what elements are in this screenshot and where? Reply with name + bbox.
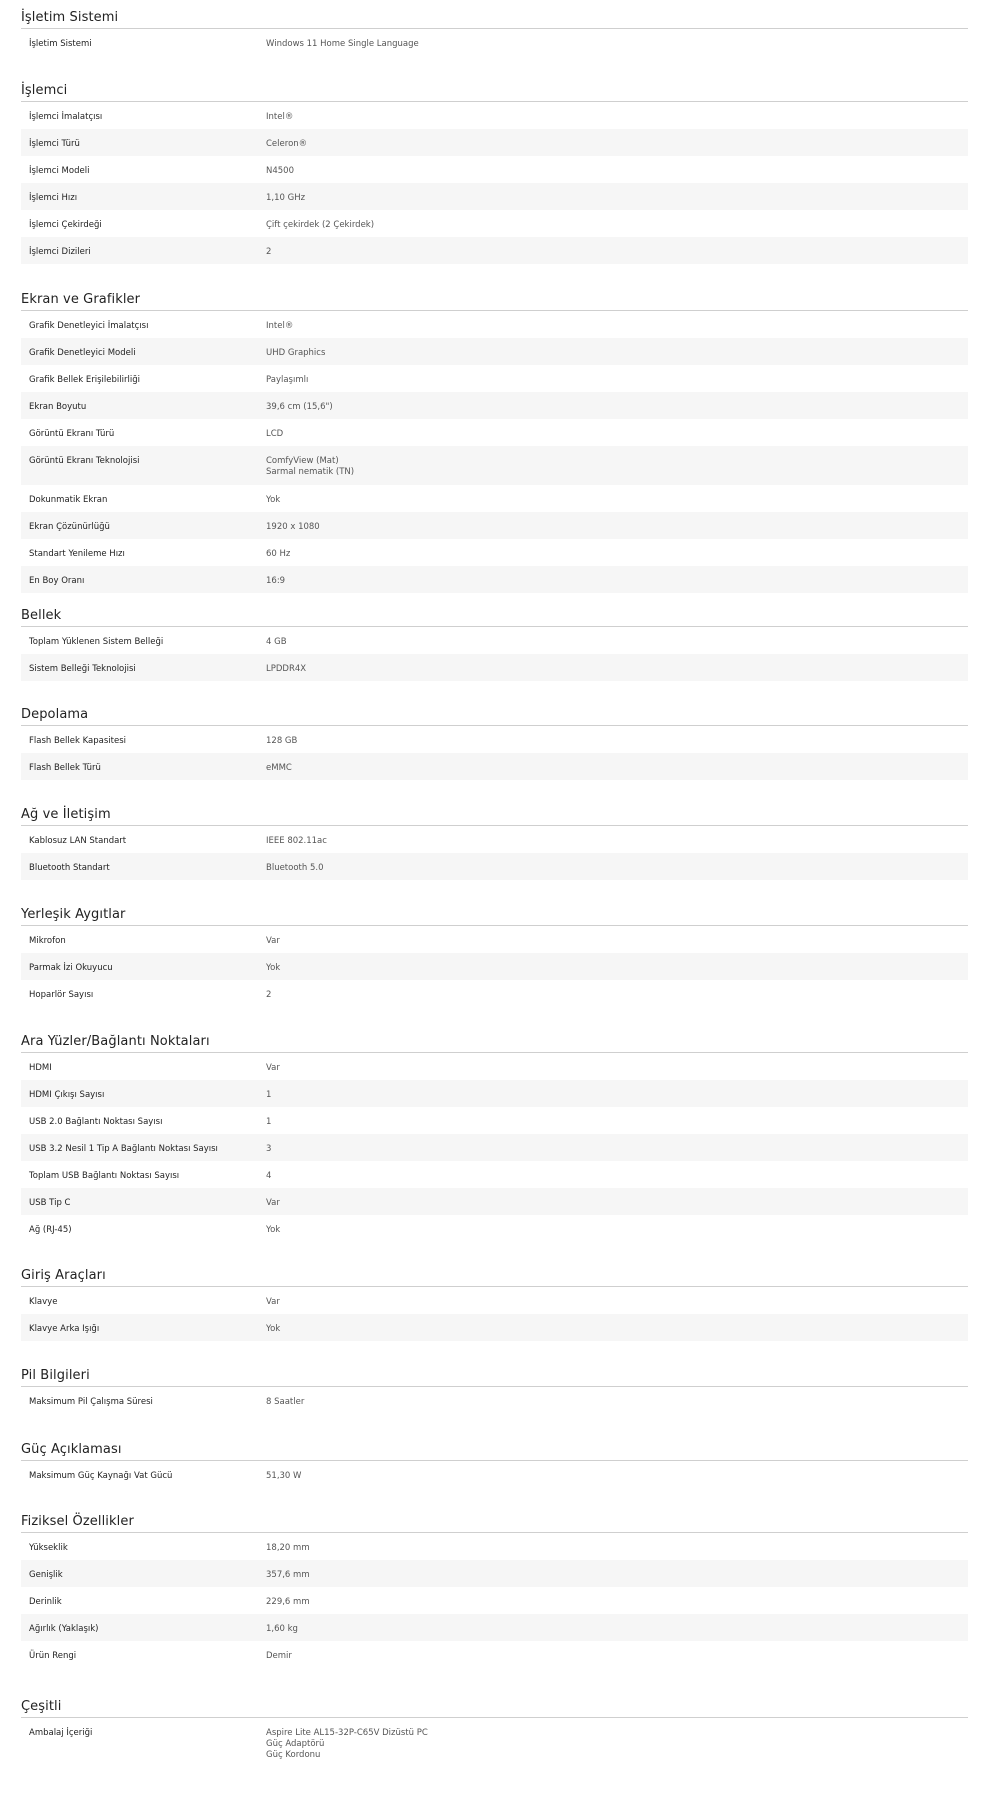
section-title: İşletim Sistemi [21, 8, 968, 29]
section-title: Ara Yüzler/Bağlantı Noktaları [21, 1032, 968, 1053]
spec-row [21, 512, 968, 539]
spec-value: 3 [266, 1144, 272, 1154]
spec-row [21, 1387, 968, 1414]
spec-value: LPDDR4X [266, 664, 307, 674]
spec-value: Var [266, 1063, 280, 1073]
section-fiziksel-ozellikler [21, 1512, 968, 1668]
spec-label: Genişlik [29, 1570, 63, 1580]
spec-row [21, 446, 968, 485]
spec-label: Grafik Denetleyici Modeli [29, 348, 136, 358]
spec-value: 1 [266, 1090, 272, 1100]
spec-label: Flash Bellek Türü [29, 763, 101, 773]
spec-label: USB 2.0 Bağlantı Noktası Sayısı [29, 1117, 163, 1127]
section-title: Giriş Araçları [21, 1266, 968, 1287]
spec-value: 8 Saatler [266, 1397, 305, 1407]
spec-value: 4 GB [266, 637, 287, 647]
spec-value: Var [266, 1198, 280, 1208]
spec-label: İşlemci Hızı [29, 193, 78, 203]
spec-label: Bluetooth Standart [29, 863, 110, 873]
spec-label: Mikrofon [29, 936, 66, 946]
spec-label: En Boy Oranı [29, 576, 85, 586]
spec-label: İşlemci Türü [29, 139, 80, 149]
section-giris-araclari [21, 1266, 968, 1341]
spec-label: Ekran Boyutu [29, 402, 87, 412]
section-depolama [21, 705, 968, 780]
spec-row [21, 1718, 968, 1768]
spec-row [21, 1287, 968, 1314]
spec-value: Intel® [266, 321, 294, 331]
spec-row [21, 726, 968, 753]
section-bellek [21, 606, 968, 681]
spec-row [21, 627, 968, 654]
spec-label: USB Tip C [29, 1198, 71, 1208]
spec-value: Yok [266, 495, 281, 505]
spec-value: IEEE 802.11ac [266, 836, 327, 846]
spec-value: 1,60 kg [266, 1624, 298, 1634]
section-i-slemci [21, 81, 968, 264]
spec-value: 60 Hz [266, 549, 291, 559]
spec-label: Sistem Belleği Teknolojisi [29, 664, 136, 674]
spec-label: Kablosuz LAN Standart [29, 836, 127, 846]
spec-label: Hoparlör Sayısı [29, 990, 94, 1000]
spec-row [21, 102, 968, 129]
spec-value: Demir [266, 1651, 292, 1661]
spec-label: Grafik Bellek Erişilebilirliği [29, 375, 140, 385]
spec-value: Var [266, 936, 280, 946]
spec-value: Intel® [266, 112, 294, 122]
spec-row [21, 365, 968, 392]
spec-label: İşlemci Dizileri [29, 247, 91, 257]
section-yerlesik-aygitlar [21, 905, 968, 1007]
spec-row [21, 392, 968, 419]
section-ekran-ve-grafikler [21, 290, 968, 593]
spec-row [21, 210, 968, 237]
spec-label: Ürün Rengi [29, 1651, 77, 1661]
section-i-sletim-sistemi [21, 8, 968, 56]
spec-value: LCD [266, 429, 284, 439]
spec-row [21, 1107, 968, 1134]
spec-row [21, 1641, 968, 1668]
section-guc-aciklamasi [21, 1440, 968, 1488]
spec-value: 128 GB [266, 736, 298, 746]
spec-value: UHD Graphics [266, 348, 326, 358]
spec-label: Ağ (RJ-45) [29, 1225, 72, 1235]
spec-label: Dokunmatik Ekran [29, 495, 108, 505]
spec-value: Windows 11 Home Single Language [266, 39, 419, 49]
spec-row [21, 183, 968, 210]
spec-label: Görüntü Ekranı Teknolojisi [29, 456, 140, 466]
spec-row [21, 1134, 968, 1161]
spec-row [21, 953, 968, 980]
spec-label: Ambalaj İçeriği [29, 1728, 93, 1738]
spec-value: 4 [266, 1171, 272, 1181]
section-ara-yuzler-baglanti-noktalari [21, 1032, 968, 1242]
spec-value: Var [266, 1297, 280, 1307]
section-cesitli [21, 1697, 968, 1768]
spec-label: İşlemci Çekirdeği [29, 220, 102, 230]
spec-row [21, 237, 968, 264]
spec-value: 18,20 mm [266, 1543, 310, 1553]
spec-value: Yok [266, 1324, 281, 1334]
spec-row [21, 338, 968, 365]
spec-label: Ekran Çözünürlüğü [29, 522, 110, 532]
spec-label: HDMI [29, 1063, 52, 1073]
section-pil-bilgileri [21, 1366, 968, 1414]
spec-label: Yükseklik [29, 1543, 68, 1553]
spec-label: Grafik Denetleyici İmalatçısı [29, 321, 149, 331]
spec-row [21, 654, 968, 681]
section-title: Pil Bilgileri [21, 1366, 968, 1387]
spec-row [21, 1188, 968, 1215]
spec-row [21, 419, 968, 446]
spec-row [21, 1560, 968, 1587]
spec-label: Flash Bellek Kapasitesi [29, 736, 126, 746]
section-title: Ağ ve İletişim [21, 805, 968, 826]
spec-row [21, 753, 968, 780]
section-title: Ekran ve Grafikler [21, 290, 968, 311]
spec-value: 39,6 cm (15,6") [266, 402, 333, 412]
spec-row [21, 156, 968, 183]
spec-value: 16:9 [266, 576, 286, 586]
spec-label: İşlemci İmalatçısı [29, 112, 103, 122]
spec-label: Parmak İzi Okuyucu [29, 963, 113, 973]
section-ag-ve-i-letisim [21, 805, 968, 880]
spec-row [21, 1215, 968, 1242]
spec-value: 357,6 mm [266, 1570, 310, 1580]
spec-label: Toplam Yüklenen Sistem Belleği [29, 637, 164, 647]
spec-value: ComfyView (Mat) Sarmal nematik (TN) [266, 456, 355, 477]
spec-label: Standart Yenileme Hızı [29, 549, 125, 559]
spec-label: Görüntü Ekranı Türü [29, 429, 115, 439]
spec-row [21, 539, 968, 566]
section-title: Bellek [21, 606, 968, 627]
spec-value: 51,30 W [266, 1471, 302, 1481]
spec-label: Maksimum Pil Çalışma Süresi [29, 1397, 153, 1407]
spec-value: Yok [266, 1225, 281, 1235]
spec-label: Klavye Arka Işığı [29, 1324, 100, 1334]
spec-row [21, 485, 968, 512]
spec-label: İşlemci Modeli [29, 166, 90, 176]
spec-value: Celeron® [266, 139, 308, 149]
spec-row [21, 29, 968, 56]
spec-row [21, 1053, 968, 1080]
spec-value: 1,10 GHz [266, 193, 306, 203]
spec-value: Çift çekirdek (2 Çekirdek) [266, 220, 375, 230]
spec-value: Yok [266, 963, 281, 973]
spec-value: 1 [266, 1117, 272, 1127]
spec-row [21, 129, 968, 156]
section-title: Çeşitli [21, 1697, 968, 1718]
spec-row [21, 1614, 968, 1641]
spec-label: Derinlik [29, 1597, 62, 1607]
spec-value: Paylaşımlı [266, 375, 309, 385]
spec-row [21, 926, 968, 953]
spec-label: İşletim Sistemi [29, 39, 92, 49]
section-title: Fiziksel Özellikler [21, 1512, 968, 1533]
section-title: Depolama [21, 705, 968, 726]
spec-value: 1920 x 1080 [266, 522, 320, 532]
spec-value: Bluetooth 5.0 [266, 863, 324, 873]
spec-value: 2 [266, 990, 272, 1000]
spec-label: HDMI Çıkışı Sayısı [29, 1090, 105, 1100]
spec-row [21, 1461, 968, 1488]
spec-label: Toplam USB Bağlantı Noktası Sayısı [29, 1171, 180, 1181]
spec-label: Maksimum Güç Kaynağı Vat Gücü [29, 1471, 173, 1481]
spec-row [21, 1314, 968, 1341]
spec-row [21, 826, 968, 853]
spec-row [21, 853, 968, 880]
section-title: Güç Açıklaması [21, 1440, 968, 1461]
spec-row [21, 980, 968, 1007]
spec-value: N4500 [266, 166, 294, 176]
spec-row [21, 1161, 968, 1188]
spec-row [21, 1587, 968, 1614]
section-title: İşlemci [21, 81, 968, 102]
spec-row [21, 566, 968, 593]
spec-label: Klavye [29, 1297, 58, 1307]
spec-value: 229,6 mm [266, 1597, 310, 1607]
spec-row [21, 311, 968, 338]
spec-label: USB 3.2 Nesil 1 Tip A Bağlantı Noktası Sayısı [29, 1144, 218, 1154]
spec-value: eMMC [266, 763, 292, 773]
spec-row [21, 1080, 968, 1107]
spec-value: Aspire Lite AL15-32P-C65V Dizüstü PC Güç Adaptörü Güç Kordonu [266, 1728, 428, 1760]
spec-label: Ağırlık (Yaklaşık) [29, 1624, 99, 1634]
section-title: Yerleşik Aygıtlar [21, 905, 968, 926]
spec-row [21, 1533, 968, 1560]
spec-value: 2 [266, 247, 272, 257]
